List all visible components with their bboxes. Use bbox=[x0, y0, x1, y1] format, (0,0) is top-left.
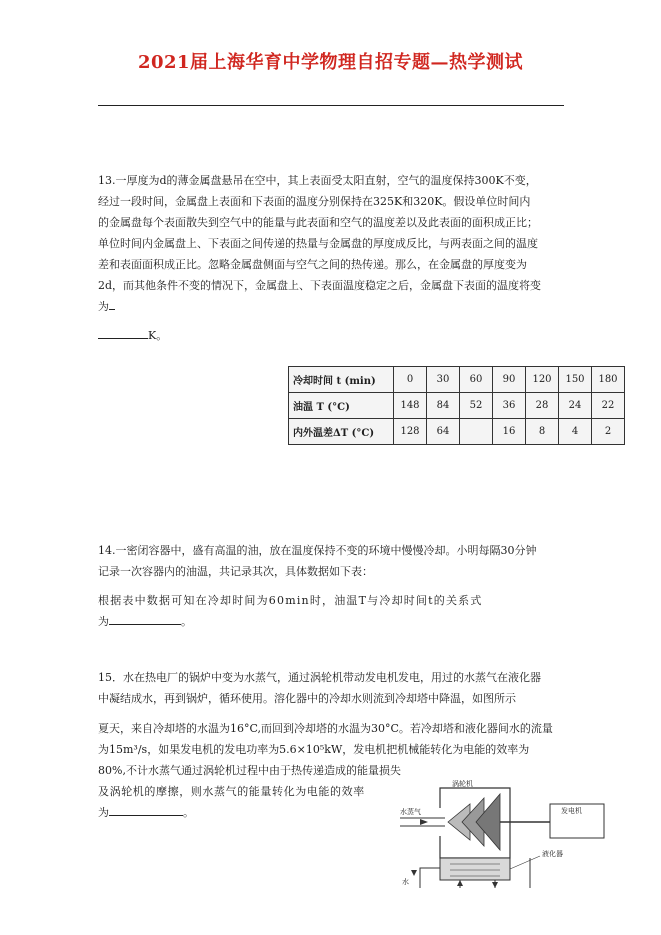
table-row bbox=[289, 419, 625, 445]
q15-line: 夏天，来自冷却塔的水温为16°C,而回到冷却塔的水温为30°C。若冷却塔和液化器间水的流量 bbox=[98, 722, 553, 735]
cooling-data-table bbox=[288, 366, 625, 445]
table-cell: 16 bbox=[493, 419, 526, 445]
q14-answer-line bbox=[98, 611, 566, 633]
steam-label: 水蒸气 bbox=[400, 808, 421, 816]
table-cell: 128 bbox=[394, 419, 427, 445]
table-cell: 150 bbox=[559, 367, 592, 393]
turbine bbox=[440, 779, 510, 858]
table-cell: 180 bbox=[592, 367, 625, 393]
table-cell: 8 bbox=[526, 419, 559, 445]
table-cell: 90 bbox=[493, 367, 526, 393]
generator-label: 发电机 bbox=[561, 807, 582, 815]
power-plant-diagram bbox=[400, 778, 610, 888]
q14-line: 记录一次容器内的油温，共记录其次，具体数据如下表： bbox=[98, 565, 373, 578]
table-row-label: 内外温差ΔT (°C) bbox=[289, 419, 394, 445]
table-cell: 28 bbox=[526, 393, 559, 419]
q13-line: 经过一段时间，金属盘上表面和下表面的温度分别保持在325K和320K。假设单位时间内 bbox=[98, 195, 531, 208]
q15-line: 及涡轮机的摩擦，则水蒸气的能量转化为电能的效率 bbox=[98, 785, 365, 798]
table-cell: 120 bbox=[526, 367, 559, 393]
q15-answer-line bbox=[98, 802, 398, 824]
table-row bbox=[289, 393, 625, 419]
q15-answer-prefix: 为 bbox=[98, 806, 109, 819]
table-cell: 22 bbox=[592, 393, 625, 419]
q15-line: 15．水在热电厂的锅炉中变为水蒸气，通过涡轮机带动发电机发电，用过的水蒸气在液化器 bbox=[98, 671, 541, 684]
q14-answer-blank[interactable] bbox=[109, 612, 181, 625]
table-row bbox=[289, 367, 625, 393]
q13-answer-blank[interactable] bbox=[98, 326, 148, 339]
page-title: 2021届上海华育中学物理自招专题—热学测试 bbox=[137, 52, 524, 73]
steam-inlet bbox=[400, 807, 445, 826]
condenser bbox=[440, 849, 563, 880]
table-cell: 2 bbox=[592, 419, 625, 445]
q13-answer-line bbox=[98, 325, 566, 347]
q14-answer-suffix: 。 bbox=[181, 615, 192, 628]
table-row-label: 冷却时间 t (min) bbox=[289, 367, 394, 393]
table-cell: 30 bbox=[427, 367, 460, 393]
q13-line bbox=[98, 296, 566, 318]
q15-line: 中凝结成水，再到锅炉，循环使用。溶化器中的冷却水则流到冷却塔中降温，如图所示 bbox=[98, 692, 516, 705]
q13-line: 2d，而其他条件不变的情况下，金属盘上、下表面温度稳定之后，金属盘下表面的温度将变 bbox=[98, 279, 542, 292]
condenser-label: 液化器 bbox=[542, 850, 563, 858]
table-cell: 84 bbox=[427, 393, 460, 419]
q15-line: 为15m³/s，如果发电机的发电功率为5.6×10⁵kW，发电机把机械能转化为电能的效率为 bbox=[98, 743, 530, 756]
q15-answer-blank[interactable] bbox=[109, 803, 183, 816]
table-cell: 60 bbox=[460, 367, 493, 393]
q15-answer-suffix: 。 bbox=[183, 806, 194, 819]
q13-line: 的金属盘每个表面散失到空气中的能量与此表面和空气的温度差以及此表面的面积成正比； bbox=[98, 216, 538, 229]
q13-line: 13.一厚度为d的薄金属盘悬吊在空中，其上表面受太阳直射，空气的温度保持300K不变， bbox=[98, 174, 537, 187]
q13-answer-unit: K。 bbox=[148, 329, 168, 342]
q13-blank-start bbox=[109, 297, 115, 310]
q14-line: 根据表中数据可知在冷却时间为60min时，油温T与冷却时间t的关系式 bbox=[98, 594, 483, 607]
q15-line: 80%,不计水蒸气通过涡轮机过程中由于热传递造成的能量损失 bbox=[98, 764, 401, 777]
q13-line-text: 为 bbox=[98, 300, 109, 313]
table-row-label: 油温 T (°C) bbox=[289, 393, 394, 419]
table-cell: 36 bbox=[493, 393, 526, 419]
table-cell: 148 bbox=[394, 393, 427, 419]
q13-line: 单位时间内金属盘上、下表面之间传递的热量与金属盘的厚度成反比，与两表面之间的温度 bbox=[98, 237, 538, 250]
turbine-label: 涡轮机 bbox=[452, 780, 473, 788]
q14-line: 14.一密闭容器中，盛有高温的油，放在温度保持不变的环境中慢慢冷却。小明每隔30分钟 bbox=[98, 544, 537, 557]
table-cell: 4 bbox=[559, 419, 592, 445]
table-cell: 24 bbox=[559, 393, 592, 419]
table-cell-empty[interactable] bbox=[460, 419, 493, 445]
q13-line: 差和表面面积成正比。忽略金属盘侧面与空气之间的热传递。那么，在金属盘的厚度变为 bbox=[98, 258, 527, 271]
table-cell: 52 bbox=[460, 393, 493, 419]
q14-answer-prefix: 为 bbox=[98, 615, 109, 628]
table-cell: 0 bbox=[394, 367, 427, 393]
title-divider bbox=[98, 105, 564, 106]
water-label: 水 bbox=[402, 878, 409, 886]
generator bbox=[550, 804, 604, 838]
table-cell: 64 bbox=[427, 419, 460, 445]
